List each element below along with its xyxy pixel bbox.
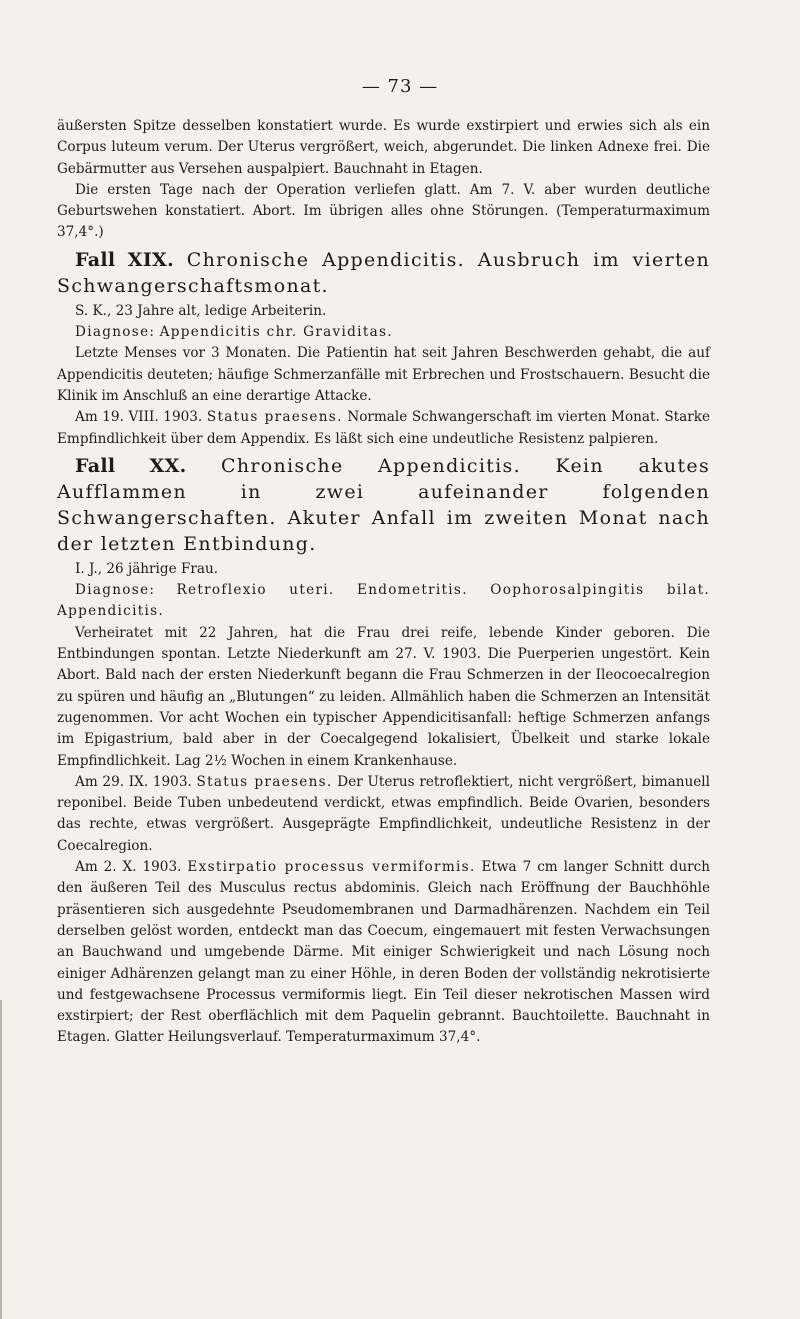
diagnosis-line	[57, 322, 710, 343]
paragraph-text: Normale Schwangerschaft im vierten Monat. Starke Empfindlichkeit über dem Appendix. Es läßt sich eine undeutliche Resistenz palpieren.	[57, 409, 711, 447]
body-text	[57, 116, 710, 1049]
diagnosis-label: Diagnose:	[75, 582, 156, 599]
paragraph-text: Etwa 7 cm langer Schnitt durch den äußeren Teil des Musculus rectus abdominis. Gleich nach Eröffnung der Bauchhöhle präsentieren sich ausgedehnte Pseudomembranen und Darmadhärenzen. Nachdem ein Teil derselben gelöst worden, entdeckt man das Coecum, eingemauert mit festen Verwachsungen an Bauchwand und umgebende Därme. Mit einiger Schwierigkeit und nach Lösung noch einiger Adhärenzen gelangt man zu einer Höhle, in deren Boden der vollständig nekrotisierte und festgewachsene Processus vermiformis liegt. Ein Teil dieser nekrotischen Massen wird exstirpiert; der Rest oberflächlich mit dem Paquelin gebrannt. Bauchtoilette. Bauchnaht in Etagen. Glatter Heilungsverlauf. Temperaturmaximum 37,4°.	[57, 859, 711, 1046]
case-heading-xix	[57, 247, 710, 299]
paragraph	[57, 116, 710, 180]
paragraph-text: Verheiratet mit 22 Jahren, hat die Frau drei reife, lebende Kinder geboren. Die Entbindungen spontan. Letzte Niederkunft am 27. V. 1903. Die Puerperien ungestört. Kein Abort. Bald nach der ersten Niederkunft begann die Frau Schmerzen in der Ileocoecalregion zu spüren und häufig an „Blutungen“ zu leiden. Allmählich haben die Schmerzen an Intensität zugenommen. Vor acht Wochen ein typischer Appendicitisanfall: heftige Schmerzen anfangs im Epigastrium, bald aber in der Coecalgegend lokalisiert, Übelkeit und starke lokale Empfindlichkeit. Lag 2½ Wochen in einem Krankenhause.	[57, 624, 710, 769]
patient-line	[57, 559, 710, 580]
date-text: Am 19. VIII. 1903.	[75, 409, 203, 426]
case-title: Chronische Appendicitis. Ausbruch im vierten Schwangerschaftsmonat.	[57, 248, 710, 297]
diagnosis-text: Retroflexio uteri. Endometritis. Oophorosalpingitis bilat. Appendicitis.	[57, 582, 710, 620]
diagnosis-label: Diagnose:	[75, 324, 156, 341]
case-heading-xx	[57, 453, 710, 557]
diagnosis-line	[57, 580, 710, 623]
operation-label: Exstirpatio processus vermiformis.	[187, 859, 476, 876]
scan-edge-line	[0, 1000, 2, 1319]
case-title: Chronische Appendicitis. Kein akutes Aufflammen in zwei aufeinander folgenden Schwangerschaften. Akuter Anfall im zweiten Monat nach der letzten Entbindung.	[57, 454, 710, 555]
status-label: Status praesens.	[206, 409, 343, 426]
operation-paragraph	[57, 857, 710, 1049]
case-number: Fall XX.	[75, 454, 187, 477]
status-paragraph	[57, 772, 710, 857]
status-paragraph	[57, 407, 710, 450]
case-number: Fall XIX.	[75, 248, 174, 271]
paragraph	[57, 623, 710, 772]
paragraph	[57, 343, 710, 407]
paragraph-text: äußersten Spitze desselben konstatiert wurde. Es wurde exstirpiert und erwies sich als ein Corpus luteum verum. Der Uterus vergrößert, weich, abgerundet. Die linken Adnexe frei. Die Gebärmutter aus Versehen auspalpiert. Bauchnaht in Etagen.	[57, 118, 710, 177]
paragraph-text: I. J., 26 jährige Frau.	[75, 560, 219, 577]
date-text: Am 2. X. 1903.	[75, 859, 182, 876]
paragraph-text: Letzte Menses vor 3 Monaten. Die Patientin hat seit Jahren Beschwerden gehabt, die auf Appendicitis deuteten; häufige Schmerzanfälle mit Erbrechen und Frostschauern. Besucht die Klinik im Anschluß an eine derartige Attacke.	[57, 345, 710, 404]
paragraph-text: S. K., 23 Jahre alt, ledige Arbeiterin.	[75, 302, 327, 319]
patient-line	[57, 301, 710, 322]
paragraph-text: Der Uterus retroflektiert, nicht vergrößert, bimanuell reponibel. Beide Tuben unbedeutend verdickt, etwas empfindlich. Beide Ovarien, besonders das rechte, etwas vergrößert. Ausgeprägte Empfindlichkeit, undeutliche Resistenz in der Coecalregion.	[57, 773, 710, 854]
paragraph	[57, 180, 710, 244]
diagnosis-text: Appendicitis chr. Graviditas.	[159, 324, 393, 341]
page-number: — 73 —	[361, 76, 439, 97]
status-label: Status praesens.	[196, 773, 333, 790]
paragraph-text: Die ersten Tage nach der Operation verliefen glatt. Am 7. V. aber wurden deutliche Geburtswehen konstatiert. Abort. Im übrigen alles ohne Störungen. (Temperaturmaximum 37,4°.)	[57, 181, 710, 241]
date-text: Am 29. IX. 1903.	[75, 773, 192, 790]
